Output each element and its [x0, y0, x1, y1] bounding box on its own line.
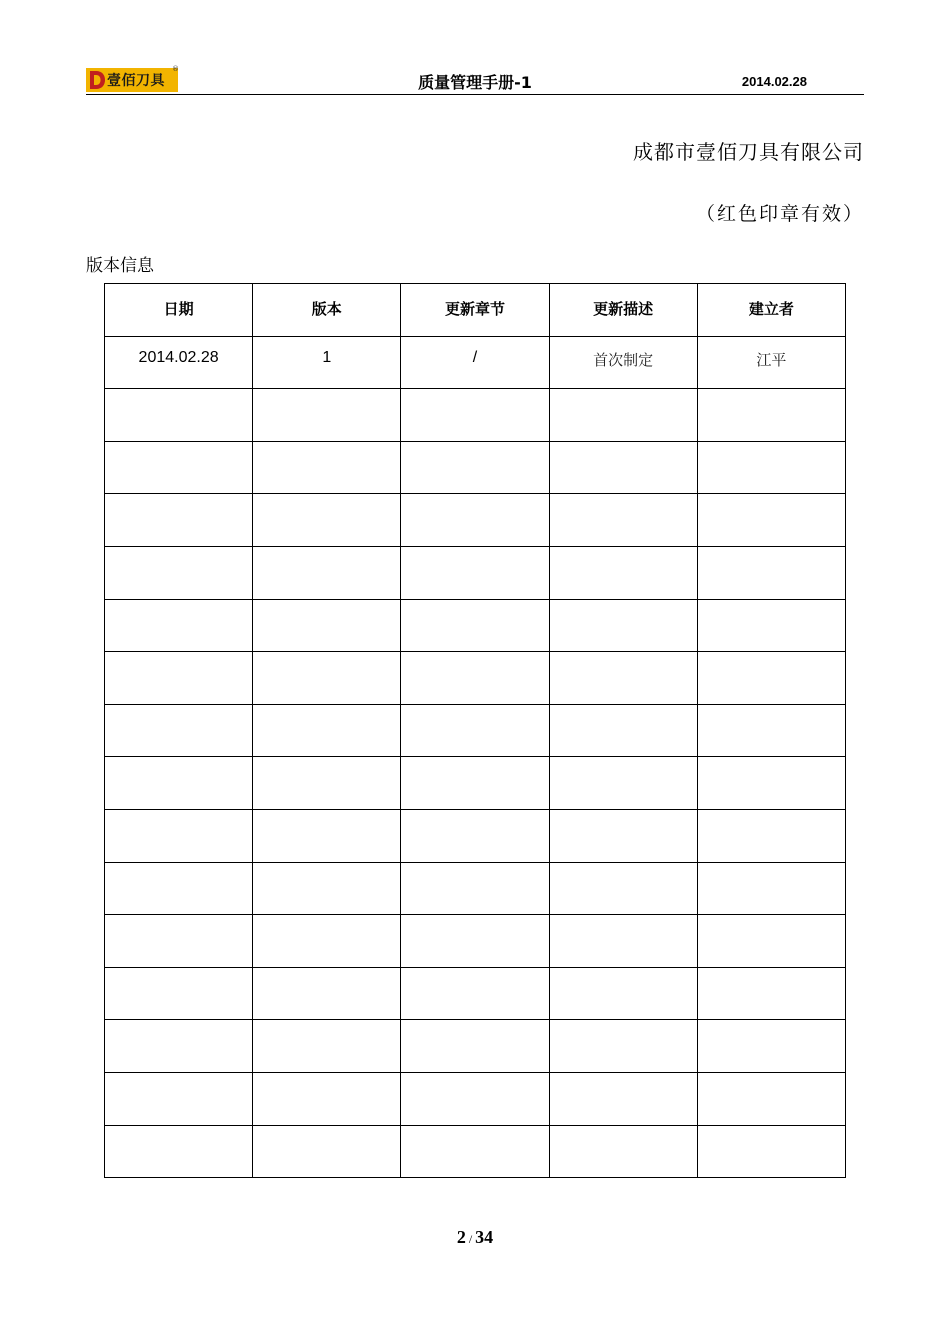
table-cell — [401, 1125, 549, 1178]
table-cell — [253, 862, 401, 915]
page-separator: / — [468, 1232, 473, 1246]
column-header-author: 建立者 — [697, 284, 845, 337]
table-cell — [401, 967, 549, 1020]
table-cell — [105, 546, 253, 599]
table-cell — [549, 757, 697, 810]
table-cell — [697, 389, 845, 442]
table-row — [105, 599, 846, 652]
column-header-version: 版本 — [253, 284, 401, 337]
table-cell — [401, 389, 549, 442]
table-cell — [105, 809, 253, 862]
page-number — [0, 1227, 950, 1248]
table-cell: 江平 — [697, 336, 845, 389]
table-cell — [253, 1125, 401, 1178]
table-cell — [549, 809, 697, 862]
table-cell — [105, 1125, 253, 1178]
table-cell — [697, 757, 845, 810]
table-cell — [253, 1020, 401, 1073]
table-cell — [105, 441, 253, 494]
table-cell — [253, 389, 401, 442]
table-cell — [549, 389, 697, 442]
table-cell — [253, 546, 401, 599]
table-row — [105, 652, 846, 705]
table-cell — [401, 704, 549, 757]
table-cell: 2014.02.28 — [105, 336, 253, 389]
table-row — [105, 967, 846, 1020]
table-row — [105, 546, 846, 599]
logo-d-icon — [88, 69, 106, 91]
table-cell — [549, 599, 697, 652]
table-row — [105, 389, 846, 442]
table-cell — [401, 546, 549, 599]
table-row — [105, 1125, 846, 1178]
table-cell — [697, 1072, 845, 1125]
table-cell — [697, 809, 845, 862]
table-cell — [401, 599, 549, 652]
table-cell — [549, 546, 697, 599]
document-date: 2014.02.28 — [741, 74, 807, 89]
table-row — [105, 494, 846, 547]
table-row — [105, 915, 846, 968]
version-table — [104, 283, 846, 1178]
table-cell — [697, 494, 845, 547]
table-row — [105, 1020, 846, 1073]
table-cell — [697, 967, 845, 1020]
table-cell — [549, 862, 697, 915]
table-cell — [697, 546, 845, 599]
total-pages: 34 — [475, 1227, 494, 1247]
current-page: 2 — [456, 1227, 466, 1247]
table-cell — [697, 1125, 845, 1178]
table-body — [105, 336, 846, 1178]
table-cell — [549, 441, 697, 494]
company-name: 成都市壹佰刀具有限公司 — [633, 140, 864, 164]
table-cell — [105, 494, 253, 547]
table-cell — [549, 704, 697, 757]
table-row — [105, 336, 846, 389]
table-cell — [549, 1072, 697, 1125]
table-cell — [105, 1072, 253, 1125]
table-cell — [253, 1072, 401, 1125]
section-label: 版本信息 — [86, 256, 154, 276]
table-cell — [105, 652, 253, 705]
table-row — [105, 704, 846, 757]
logo-text: 壹佰刀具 — [107, 73, 165, 89]
table-cell — [253, 809, 401, 862]
table-cell — [697, 1020, 845, 1073]
table-cell — [105, 915, 253, 968]
table-row — [105, 441, 846, 494]
registered-mark: ® — [172, 65, 179, 73]
page-header — [86, 66, 864, 95]
table-cell — [105, 1020, 253, 1073]
table-cell — [253, 704, 401, 757]
column-header-description: 更新描述 — [549, 284, 697, 337]
table-cell — [253, 915, 401, 968]
table-cell — [697, 652, 845, 705]
table-cell — [697, 862, 845, 915]
document-title: 质量管理手册-1 — [418, 73, 532, 92]
table-cell: 1 — [253, 336, 401, 389]
table-cell — [549, 652, 697, 705]
column-header-date: 日期 — [105, 284, 253, 337]
seal-note: （红色印章有效） — [695, 203, 864, 225]
table-cell — [697, 704, 845, 757]
table-cell — [549, 1020, 697, 1073]
table-cell — [253, 757, 401, 810]
table-cell — [105, 389, 253, 442]
table-row — [105, 757, 846, 810]
table-row — [105, 862, 846, 915]
table-cell — [253, 599, 401, 652]
table-cell — [697, 441, 845, 494]
table-cell — [253, 494, 401, 547]
table-cell — [401, 1072, 549, 1125]
table-cell — [401, 915, 549, 968]
table-cell — [549, 915, 697, 968]
table-cell — [105, 704, 253, 757]
table-cell: / — [401, 336, 549, 389]
table-cell — [253, 441, 401, 494]
table-cell: 首次制定 — [549, 336, 697, 389]
table-cell — [253, 652, 401, 705]
table-cell — [401, 1020, 549, 1073]
table-cell — [549, 1125, 697, 1178]
table-cell — [697, 915, 845, 968]
table-cell — [105, 599, 253, 652]
column-header-section: 更新章节 — [401, 284, 549, 337]
table-cell — [401, 652, 549, 705]
table-cell — [549, 967, 697, 1020]
table-header-row — [105, 284, 846, 337]
table-cell — [401, 441, 549, 494]
table-cell — [697, 599, 845, 652]
table-cell — [549, 494, 697, 547]
company-logo — [86, 65, 179, 92]
table-cell — [401, 757, 549, 810]
table-cell — [253, 967, 401, 1020]
table-cell — [105, 862, 253, 915]
table-row — [105, 809, 846, 862]
table-cell — [105, 967, 253, 1020]
table-cell — [401, 809, 549, 862]
table-cell — [401, 862, 549, 915]
table-cell — [105, 757, 253, 810]
table-cell — [401, 494, 549, 547]
table-row — [105, 1072, 846, 1125]
